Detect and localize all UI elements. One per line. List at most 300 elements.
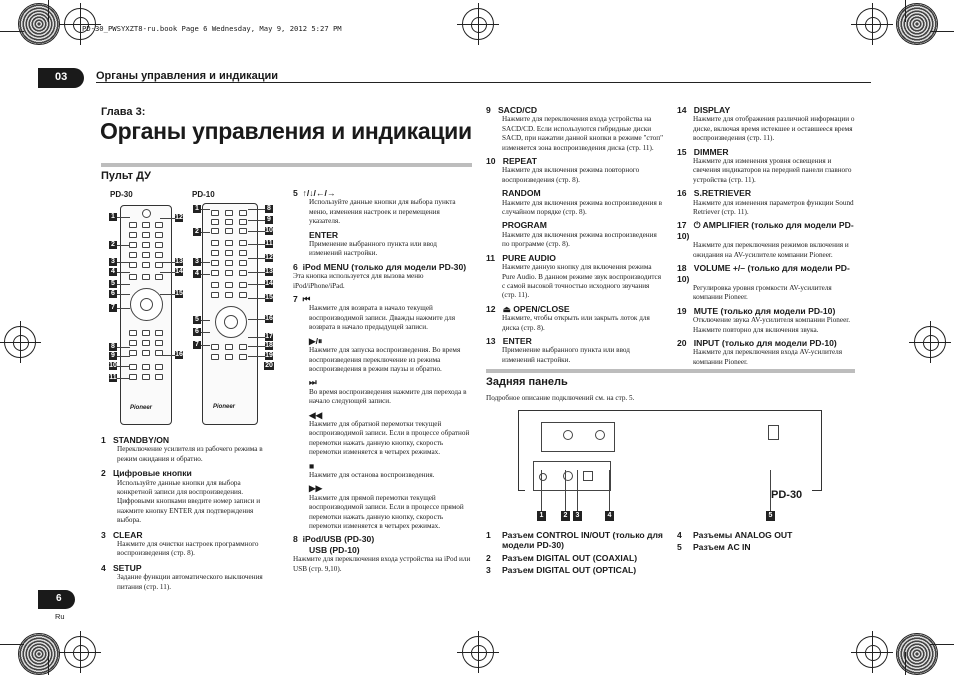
item-block	[677, 105, 855, 144]
callout-leader	[248, 231, 265, 232]
item-number: 4	[677, 530, 682, 540]
remote-button-shape	[142, 364, 150, 370]
remote-button-shape	[129, 222, 137, 228]
item-block	[486, 336, 664, 365]
remote-button-shape	[225, 292, 233, 298]
col3-items	[486, 105, 664, 365]
item-heading	[101, 435, 276, 445]
chapter-tab-title: Органы управления и индикации	[96, 70, 279, 82]
remote-button-shape	[239, 228, 247, 234]
remote-button-shape	[225, 344, 233, 350]
book-header-line: PD-30_PWSYXZT8-ru.book Page 6 Wednesday, May 9, 2012 5:27 PM	[82, 24, 342, 33]
item-text: Во время воспроизведения нажмите для перехода в начало следующей записи.	[309, 387, 467, 406]
callout-marker: 14	[265, 280, 273, 287]
callout-leader	[248, 220, 265, 221]
remote-button-shape	[211, 292, 219, 298]
item-subtitle: ■	[309, 460, 315, 471]
item-text: Нажмите, чтобы открыть или закрыть лоток для диска (стр. 8).	[502, 314, 650, 332]
callout-marker: 12	[175, 214, 183, 221]
item-number: 1	[101, 435, 106, 445]
item-heading	[101, 468, 276, 478]
remote-button-shape	[129, 274, 137, 280]
col2-items	[293, 188, 471, 574]
item8-block	[293, 534, 471, 574]
item-number: 6	[293, 261, 298, 272]
item-text: Эта кнопка используется для вызова меню iPod/iPhone/iPad.	[293, 272, 424, 290]
remote-button-shape	[239, 250, 247, 256]
callout-marker: 5	[109, 280, 117, 288]
remote-button-shape	[129, 262, 137, 268]
callout-leader	[160, 262, 175, 263]
item-heading	[502, 220, 664, 230]
item-text: Задание функции автоматического выключения питания (стр. 11).	[117, 573, 263, 591]
item-number: 16	[677, 188, 687, 199]
callout-marker: 16	[265, 315, 273, 322]
item-title: REPEAT	[502, 156, 537, 167]
callout-leader	[117, 217, 130, 218]
rear-callout-leader	[565, 470, 566, 511]
item-heading	[677, 306, 855, 316]
item-title: PROGRAM	[502, 220, 547, 231]
remote-button-shape	[225, 354, 233, 360]
callout-marker: 13	[265, 268, 273, 275]
crosshair-mark-bottom-left	[64, 636, 96, 668]
crosshair-mark-bottom-center	[462, 636, 494, 668]
item-number: 9	[486, 105, 491, 115]
remote-button-shape	[155, 252, 163, 258]
callout-marker: 19	[265, 352, 273, 359]
rear-panel-base-left	[518, 490, 525, 491]
callout-leader	[117, 262, 130, 263]
chapter-label: Глава 3:	[101, 106, 146, 118]
ac-in-socket	[768, 425, 779, 440]
item-title: Разъем DIGITAL OUT (OPTICAL)	[502, 565, 637, 576]
remote-button-shape	[129, 374, 137, 380]
remote-button-shape	[129, 232, 137, 238]
item-number: 3	[486, 565, 491, 576]
item-block	[677, 306, 855, 335]
callout-marker: 10	[109, 362, 117, 369]
item-title: S.RETRIEVER	[693, 188, 752, 199]
item5-block	[293, 188, 471, 259]
remote-button-shape	[239, 282, 247, 288]
item-number: 8	[293, 534, 298, 545]
item-number: 15	[677, 146, 687, 157]
callout-marker: 18	[265, 342, 273, 349]
pd10-brand: Pioneer	[213, 404, 236, 410]
item-number: 17	[677, 220, 687, 231]
item-title: VOLUME +/– (только для модели PD-10)	[677, 263, 850, 284]
item-text: Переключение усилителя из рабочего режима в режим ожидания и обратно.	[117, 445, 263, 463]
item-subtitle: ⏭	[309, 377, 317, 388]
callout-leader	[117, 366, 130, 367]
callout-marker: 1	[193, 205, 201, 213]
callout-leader	[160, 218, 175, 219]
item-title: USB (PD-10)	[309, 544, 360, 555]
remote-button-shape	[142, 340, 150, 346]
remote-button-shape	[155, 274, 163, 280]
remote-button-shape	[211, 219, 219, 225]
remote-button-shape	[239, 354, 247, 360]
rear-panel-base-right	[812, 490, 821, 491]
item-block	[486, 105, 664, 153]
language-label: Ru	[55, 612, 65, 621]
item-text: Нажмите данную кнопку для включения режима Pure Audio. В данном режиме звук воспроизводится с самой высокой точностью исходного звучания (стр. 11).	[502, 263, 662, 300]
item-number: 4	[101, 562, 106, 573]
rear-item	[486, 530, 676, 551]
rear-panel-intro: Подробное описание подключений см. на стр. 5.	[486, 394, 635, 402]
pd10-label: PD-10	[192, 190, 215, 199]
callout-marker: 17	[265, 333, 273, 340]
dpad-center-shape	[140, 298, 153, 311]
callout-marker: 1	[109, 213, 117, 221]
item-text: Нажмите для включения режима воспроизведения по программе (стр. 8).	[502, 230, 657, 249]
callout-marker: 6	[109, 290, 117, 298]
callout-leader	[117, 272, 130, 273]
item-heading	[486, 304, 664, 314]
remote-button-shape	[142, 242, 150, 248]
remote-button-shape	[155, 374, 163, 380]
callout-marker: 5	[193, 316, 201, 324]
remote-button-shape	[129, 364, 137, 370]
remote-button-shape	[155, 340, 163, 346]
item-title: STANDBY/ON	[112, 435, 170, 445]
item-text: Нажмите для включения режима повторного воспроизведения (стр. 8).	[502, 166, 640, 184]
rear-panel-illustration	[518, 410, 822, 501]
item-text: Нажмите для переключения входа AV-усилителя компании Pioneer.	[693, 348, 843, 366]
remote-button-shape	[211, 228, 219, 234]
item-text: Нажмите для изменения параметров функции Sound Retriever (стр. 11).	[693, 198, 854, 217]
item-number: 10	[486, 156, 496, 167]
remote-button-shape	[142, 274, 150, 280]
item-number: 7	[293, 294, 298, 305]
remote-button-shape	[142, 262, 150, 268]
item-title: DIMMER	[693, 146, 729, 157]
item-title: iPod/USB (PD-30)	[302, 534, 375, 545]
rear-callout-leader	[577, 470, 578, 511]
item-heading	[677, 263, 855, 284]
remote-button-shape	[129, 350, 137, 356]
crop-line	[930, 644, 954, 645]
callout-leader	[201, 320, 210, 321]
item-title: Цифровые кнопки	[112, 468, 192, 479]
callout-marker: 6	[193, 328, 201, 336]
remote-button-shape	[211, 240, 219, 246]
remote-button-shape	[239, 240, 247, 246]
analog-out-right-jack	[595, 430, 605, 440]
item-block	[101, 435, 276, 464]
callout-leader	[117, 378, 130, 379]
item-number: 11	[486, 252, 496, 263]
remote-button-shape	[225, 282, 233, 288]
item-block	[677, 338, 855, 367]
item-number: 12	[486, 303, 496, 314]
item-title: iPod MENU (только для модели PD-30)	[302, 261, 467, 272]
rear-item	[677, 530, 855, 540]
rear-items-left	[486, 530, 676, 578]
remote-button-shape	[142, 222, 150, 228]
section-rule-remote	[101, 163, 472, 167]
rear-panel-title: Задняя панель	[486, 376, 568, 388]
crop-line	[0, 31, 24, 32]
item-text: Отключение звука AV-усилителя компании Pioneer. Нажмите повторно для включения звука.	[693, 316, 851, 334]
item-title: Разъем CONTROL IN/OUT (только для модели PD-30)	[502, 530, 663, 551]
item-number: 2	[486, 552, 491, 563]
remote-button-shape	[225, 250, 233, 256]
remote-button-shape	[142, 350, 150, 356]
item-subtitle: ENTER	[309, 229, 339, 240]
remote-button-shape	[142, 252, 150, 258]
col4-items	[677, 105, 855, 367]
item-title: INPUT (только для модели PD-10)	[693, 337, 837, 348]
item-number: 18	[677, 263, 687, 274]
callout-leader	[117, 308, 130, 309]
remote-button-shape	[142, 330, 150, 336]
item-title: Разъемы ANALOG OUT	[693, 530, 793, 540]
item-number: 20	[677, 337, 687, 348]
item-block	[486, 220, 664, 249]
item-number: 5	[677, 542, 682, 553]
item-text: Нажмите для останова воспроизведения.	[309, 470, 435, 479]
item-heading	[486, 156, 664, 166]
item-block	[486, 156, 664, 185]
item-title: ↑/↓/←/→	[302, 188, 336, 198]
item-text: Используйте данные кнопки для выбора пункта меню, изменения настроек и перемещения указателя.	[309, 198, 456, 226]
callout-marker: 11	[265, 240, 273, 247]
crosshair-mark-bottom-right	[856, 636, 888, 668]
remote-button-shape	[239, 270, 247, 276]
item-block	[677, 263, 855, 303]
item-text: Нажмите для прямой перемотки текущей воспроизводимой записи. Если в процессе прямой перемотки нажать данную кнопку, скорость перемотки изменяется в четырех режимах.	[309, 493, 464, 530]
remote-button-shape	[239, 292, 247, 298]
callout-marker: 13	[175, 258, 183, 265]
optical-jack	[583, 471, 593, 481]
callout-leader	[201, 262, 210, 263]
callout-marker: 3	[193, 258, 201, 266]
page-number: 6	[56, 593, 62, 604]
callout-leader	[160, 272, 175, 273]
item-block	[486, 304, 664, 333]
item-text: Нажмите для возврата в начало текущей воспроизводимой записи. Дважды нажмите для возврата в начало предыдущей записи.	[309, 304, 456, 332]
item-title: RANDOM	[502, 188, 541, 199]
item-block	[677, 147, 855, 186]
registration-dot-bottom-left	[18, 633, 60, 675]
item-text: Используйте данные кнопки для выбора конкретной записи для воспроизведения. Цифровыми кнопками введите номер записи и нажмите кнопку ENTER для подтверждения выбора.	[117, 478, 261, 525]
rear-callout-marker: 2	[561, 511, 570, 521]
item-heading	[486, 105, 664, 115]
item-text: Нажмите для очистки настроек программного воспроизведения (стр. 8).	[117, 540, 259, 558]
registration-dot-bottom-right	[896, 633, 938, 675]
remote-button-shape	[155, 330, 163, 336]
item-title: CLEAR	[112, 529, 143, 540]
item-block	[101, 563, 276, 592]
item-text: Нажмите для обратной перемотки текущей воспроизводимой записи. Если в процессе обратной перемотки нажать данную кнопку, скорость перемотки изменяется в четырех режимах.	[309, 419, 470, 457]
rear-callout-leader	[770, 470, 771, 511]
callout-marker: 8	[265, 205, 273, 213]
callout-marker: 9	[265, 216, 273, 224]
item-heading	[486, 253, 664, 263]
remote-button-shape	[129, 340, 137, 346]
crosshair-mark-left-mid	[4, 326, 36, 358]
remote-button-shape	[225, 270, 233, 276]
callout-leader	[248, 319, 265, 320]
remote-button-shape	[225, 228, 233, 234]
item-text: Нажмите для переключения режимов включения и ожидания на AV-усилителе компании Pioneer.	[693, 241, 849, 259]
item-title: ⏮	[302, 294, 311, 305]
item-block	[677, 220, 855, 260]
item-title: Разъем DIGITAL OUT (COAXIAL)	[502, 552, 638, 563]
power-button-shape	[142, 209, 151, 218]
remote-button-shape	[211, 250, 219, 256]
registration-dot-top-right	[896, 3, 938, 45]
item-heading	[677, 147, 855, 157]
col1-items	[101, 435, 276, 592]
item-heading	[677, 220, 855, 241]
remote-button-shape	[142, 374, 150, 380]
item-block	[101, 468, 276, 525]
item-subtitle: ▶/⏸	[309, 335, 323, 346]
rear-callout-marker: 4	[605, 511, 614, 521]
item-block	[101, 530, 276, 559]
crop-line	[905, 652, 906, 675]
callout-leader	[248, 298, 265, 299]
callout-marker: 15	[265, 294, 273, 301]
item6-block	[293, 262, 471, 291]
item-text: Нажмите для переключения входа устройства на SACD/CD. Если используются гибридные диски SACD, при нажатии данной кнопки в режиме "стоп" изменяется зона воспроизведения диска (стр. 11).	[502, 115, 664, 152]
remote-button-shape	[239, 210, 247, 216]
callout-marker: 16	[175, 351, 183, 358]
rear-model-label: PD-30	[771, 489, 803, 501]
callout-marker: 9	[109, 352, 117, 360]
crop-line	[0, 644, 24, 645]
remote-button-shape	[225, 219, 233, 225]
chapter-tab-rule	[96, 82, 871, 83]
remote-button-shape	[225, 210, 233, 216]
callout-leader	[117, 245, 130, 246]
dpad-center-shape	[224, 315, 238, 329]
remote-button-shape	[211, 354, 219, 360]
pd30-remote-illustration	[120, 205, 172, 425]
item-title: PURE AUDIO	[502, 252, 556, 263]
chapter-number-tab	[38, 68, 84, 88]
item-title: ⏏ OPEN/CLOSE	[502, 303, 570, 314]
item7-block	[293, 294, 471, 531]
crop-line	[930, 31, 954, 32]
callout-marker: 14	[175, 268, 183, 275]
item-heading	[677, 105, 855, 115]
item-title: SETUP	[112, 562, 142, 573]
remote-button-shape	[155, 222, 163, 228]
item-number: 19	[677, 305, 687, 316]
item-number: 14	[677, 105, 687, 115]
callout-leader	[117, 294, 130, 295]
item-number: 2	[101, 468, 106, 479]
remote-button-shape	[129, 330, 137, 336]
callout-leader	[248, 272, 265, 273]
callout-leader	[248, 209, 265, 210]
item-heading	[677, 188, 855, 198]
item-subtitle: ◀◀	[309, 409, 323, 420]
callout-leader	[248, 244, 265, 245]
callout-marker: 12	[265, 254, 273, 261]
callout-leader	[248, 346, 265, 347]
crop-line	[48, 0, 49, 22]
item-title: DISPLAY	[693, 105, 731, 115]
callout-marker: 7	[193, 341, 201, 349]
item-number: 5	[293, 188, 298, 198]
remote-button-shape	[211, 210, 219, 216]
chapter-number: 03	[55, 71, 68, 83]
remote-button-shape	[239, 344, 247, 350]
remote-button-shape	[129, 252, 137, 258]
callout-marker: 2	[109, 241, 117, 249]
item-text: Нажмите для запуска воспроизведения. Во время воспроизведения переключение из режима воспроизведения в режим паузы и обратно.	[309, 346, 461, 373]
callout-leader	[248, 337, 265, 338]
rear-callout-marker: 5	[766, 511, 775, 521]
page-number-tab	[38, 590, 75, 609]
remote-button-shape	[211, 282, 219, 288]
callout-marker: 7	[109, 304, 117, 312]
callout-leader	[117, 347, 130, 348]
remote-section-title: Пульт ДУ	[101, 170, 151, 182]
chapter-title: Органы управления и индикации	[100, 118, 472, 144]
callout-leader	[248, 258, 265, 259]
analog-out-left-jack	[563, 430, 573, 440]
callout-leader	[248, 284, 265, 285]
remote-button-shape	[129, 242, 137, 248]
crosshair-mark-top-right	[856, 8, 888, 40]
remote-button-shape	[239, 260, 247, 266]
item-title: SACD/CD	[497, 105, 538, 115]
item-subtitle: ▶▶	[309, 483, 323, 494]
callout-leader	[117, 284, 130, 285]
item-heading	[677, 338, 855, 348]
rear-callout-leader	[541, 470, 542, 511]
callout-leader	[117, 356, 130, 357]
callout-marker: 10	[265, 227, 273, 234]
pd30-label: PD-30	[110, 190, 133, 199]
item-title: ENTER	[502, 335, 532, 346]
item-text: Применение выбранного пункта или ввод изменений настройки.	[502, 346, 630, 364]
remote-button-shape	[225, 240, 233, 246]
remote-button-shape	[211, 270, 219, 276]
item-text: Нажмите для отображения различной информации о диске, включая время истекшее и оставшееся время воспроизведения (стр. 11).	[693, 115, 855, 143]
callout-leader	[201, 274, 210, 275]
item-heading	[486, 336, 664, 346]
item-title: Разъем AC IN	[693, 542, 751, 553]
callout-leader	[248, 356, 265, 357]
rear-item	[486, 553, 676, 563]
item-text: Нажмите для включения режима воспроизведения в случайном порядке (стр. 8).	[502, 198, 662, 217]
crosshair-mark-top-center	[462, 8, 494, 40]
pd10-remote-illustration	[202, 203, 258, 425]
registration-dot-top-left	[18, 3, 60, 45]
remote-button-shape	[225, 260, 233, 266]
rear-items-right	[677, 530, 855, 555]
rear-callout-leader	[609, 470, 610, 511]
item-text: Нажмите для переключения входа устройства на iPod или USB (стр. 9,10).	[293, 555, 471, 573]
rear-callout-marker: 1	[537, 511, 546, 521]
remote-button-shape	[211, 344, 219, 350]
crop-line	[905, 0, 906, 22]
callout-leader	[160, 294, 175, 295]
callout-marker: 15	[175, 290, 183, 297]
callout-leader	[201, 232, 210, 233]
remote-button-shape	[155, 364, 163, 370]
callout-leader	[201, 332, 210, 333]
item-text: Применение выбранного пункта или ввод изменений настройки.	[309, 240, 437, 258]
remote-button-shape	[239, 219, 247, 225]
